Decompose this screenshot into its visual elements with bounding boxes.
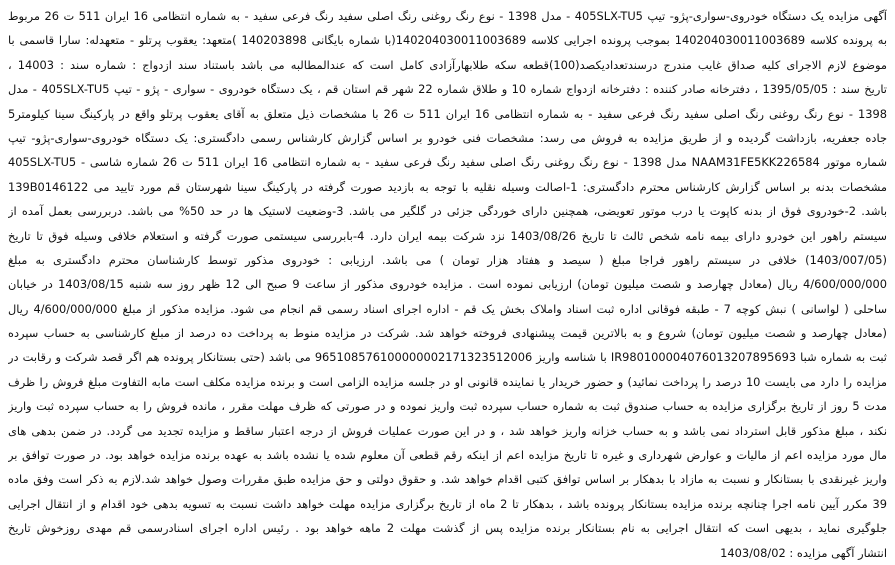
notice-line-5: 1398 - نوع رنگ روغنی رنگ اصلی سفید رنگ فرعی سفید - به شماره انتظامی 16 ایران 511 ت 26 با مشخصات ذیل متعلق به آقای یعقوب پرتلو واقع در پارکینگ سینا کیلومتر5 xyxy=(8,106,887,121)
notice-line-13: ساحلی ( لواسانی ) نبش کوچه 7 - طبقه فوقانی اداره ثبت اسناد واملاک بخش یک قم - اداره اجرای اسناد رسمی قم انجام می شود. مزایده مذکور از مبلغ 4/600/000/000 ریال xyxy=(8,301,887,316)
notice-line-10: سیستم راهور این خودرو دارای بیمه نامه شخص ثالث تا تاریخ 1403/08/26 نزد شرکت بیمه ایران دارد. 4-بابررسی سیستمی صورت گرفته و استعلام خلافی وسیله فوق تا تاریخ xyxy=(8,228,887,243)
notice-line-1: آگهی مزایده یک دستگاه خودروی-سواری-پژو- تیپ 405SLX-TU5 - مدل 1398 - نوع رنگ روغنی رنگ اصلی سفید رنگ فرعی سفید - به شماره انتظامی 16 ایران 511 ت 26 مربوط xyxy=(8,9,887,23)
notice-line-23: انتشار آگهی مزایده : 1403/08/02 xyxy=(720,545,887,560)
notice-line-22: جلوگیری نماید ، بدیهی است که انتقال اجرایی به نام بستانکار برنده مزایده پس از گذشت مهلت 2 ماهه خواهد بود . رئیس اداره اجرای اسنادرسمی قم مهدی روزخوش تاریخ xyxy=(8,521,887,536)
notice-line-18: نکند ، مبلغ مذکور قابل استرداد نمی باشد و به حساب خزانه واریز خواهد شد ، و در این صورت عملیات فروش از درجه اعتبار ساقط و مزایده تجدید می گردد. در ضمن بدهی های xyxy=(8,423,887,438)
notice-line-2: به پرونده کلاسه 140204030011003689 بموجب پرونده اجرایی کلاسه 140204030011003689(با شماره بایگانی 140203898 )متعهد: یعقوب پرتلو - متعهدله: سارا قاسمی با xyxy=(8,33,887,48)
notice-line-12: 4/600/000/000 ریال (معادل چهارصد و شصت میلیون تومان) ارزیابی نموده است . مزایده خودروی مذکور از ساعت 9 صبح الی 12 ظهر روز سه شنبه 1403/08/15 در خیابان xyxy=(8,277,887,292)
notice-line-19: مال مورد مزایده اعم از مالیات و عوارض شهرداری و غیره تا تاریخ مزایده اعم از اینکه رقم قطعی آن معلوم شده یا نشده باشد به عهده برنده مزایده خواهد بود. در صورت توافق بر xyxy=(8,448,887,463)
notice-line-16: مزایده را دارد می بایست 10 درصد را پرداخت نمائید) و حضور خریدار یا نماینده قانونی او در جلسه مزایده الزامی است و برنده مزایده مکلف است مابه التفاوت مبلغ فروش را ظرف xyxy=(8,374,887,389)
notice-line-8: 139B0146122 مشخصات بدنه بر اساس گزارش کارشناس محترم دادگستری: 1-اصالت وسیله نقلیه با توجه به بازدید صورت گرفته در پارکینگ سینا شهرستان قم مورد تایید می xyxy=(8,179,887,194)
notice-line-6: جاده جعفریه، بازداشت گردیده و از طریق مزایده به فروش می رسد: مشخصات فنی خودرو بر اساس گزارش کارشناس رسمی دادگستری: یک دستگاه خودروی-سواری-پژو- تیپ xyxy=(8,130,887,145)
notice-line-9: باشد. 2-خودروی فوق از بدنه کاپوت یا درب موتور تعویضی، همچنین دارای خوردگی جزئی در گلگیر می باشد. 3-وضعیت لاستیک ها در حد 50% می باشد. دربررسی بعمل آمده از xyxy=(8,204,887,219)
notice-line-17: مدت 5 روز از تاریخ برگزاری مزایده به حساب صندوق ثبت به شماره حساب سپرده ثبت واریز نموده و در صورتی که ظرف مهلت مقرر ، مانده فروش را به حساب سپرده ثبت واریز xyxy=(8,399,887,414)
notice-line-11: (1403/007/05) خلافی در سیستم راهور فراجا مبلغ ( سیصد و هفتاد هزار تومان ) می باشد. ارزیابی : خودروی مذکور توسط کارشناسان محترم دادگستری به مبلغ xyxy=(8,252,887,267)
notice-line-21: 39 مکرر آیین نامه اجرا چنانچه برنده مزایده بستانکار پرونده باشد ، بدهکار تا 2 ماه از تاریخ برگزاری مزایده مهلت خواهد داشت نسبت به تسویه بدهی خود اقدام و از انتقال اجرایی xyxy=(8,496,887,511)
notice-line-3: موضوع لازم الاجرای کلیه صداق غایب مندرج درسندتعدادیکصد(100)قطعه سکه طلابهارآزادی کامل است که عندالمطالبه می باشد باستناد سند ازدواج : شماره سند : 14003 ، xyxy=(8,57,887,72)
notice-line-20: واریز غیرنقدی با بستانکار و نسبت به مازاد با بدهکار بر اساس توافق کتبی اقدام خواهد شد. و حقوق دولتی و حق مزایده طبق مقررات وصول خواهد شد.لازم به ذکر است وفق ماده xyxy=(8,472,887,487)
notice-line-4: تاریخ سند : 1395/05/05 ، دفترخانه صادر کننده : دفترخانه ازدواج شماره 10 و طلاق شماره 22 شهر قم استان قم ، یک دستگاه خودروی - سواری - پژو - تیپ 405SLX-TU5 - مدل xyxy=(8,82,887,97)
notice-line-7: 405SLX-TU5 - مدل 1398 - نوع رنگ روغنی رنگ اصلی سفید رنگ فرعی سفید - به شماره انتظامی 16 ایران 511 ت 26 شماره شاسی NAAM31FE5KK226584 شماره موتور xyxy=(8,155,887,170)
notice-line-15: ثبت به شماره شبا IR980100004076013207895693 با شناسه واریز 965108576100000002171323512006 می باشد (حتی بستانکار پرونده هم اگر قصد شرکت و رقابت در xyxy=(8,350,887,365)
notice-line-14: (معادل چهارصد و شصت میلیون تومان) شروع و به بالاترین قیمت پیشنهادی فروخته خواهد شد. شرکت در مزایده منوط به پرداخت ده درصد از مبلغ کارشناسی به حساب سپرده xyxy=(8,326,887,341)
